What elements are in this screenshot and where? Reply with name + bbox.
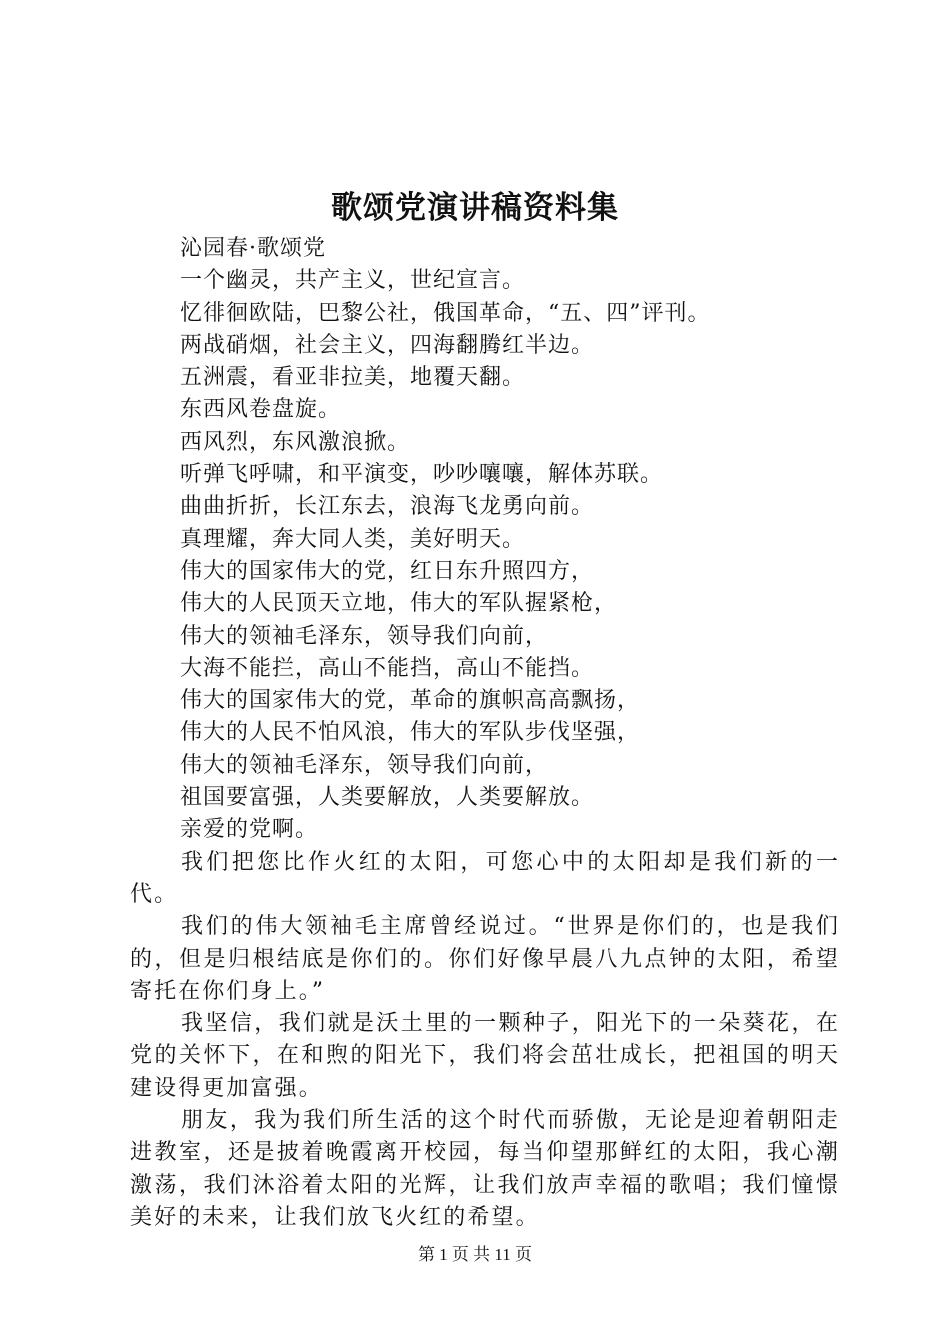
verse-line: 五洲震，看亚非拉美，地覆天翻。 (180, 365, 526, 391)
verse-line: 伟大的人民不怕风浪，伟大的军队步伐坚强， (180, 720, 641, 746)
prose-block (130, 847, 840, 1235)
paragraph: 我坚信，我们就是沃土里的一颗种子，阳光下的一朵葵花，在党的关怀下，在和煦的阳光下，我们将会茁壮成长，把祖国的明天建设得更加富强。 (130, 1011, 840, 1101)
verse-line: 沁园春·歌颂党 (180, 236, 326, 261)
verse-line: 真理耀，奔大同人类，美好明天。 (180, 526, 526, 552)
verse-line: 听弹飞呼啸，和平演变，吵吵嚷嚷，解体苏联。 (180, 462, 664, 488)
document-title: 歌颂党演讲稿资料集 (331, 190, 619, 226)
verse-line: 曲曲折折，长江东去，浪海飞龙勇向前。 (180, 494, 595, 520)
verse-line: 西风烈，东风激浪掀。 (180, 429, 411, 455)
verse-line: 一个幽灵，共产主义，世纪宣言。 (180, 268, 526, 294)
verse-line: 亲爱的党啊。 (180, 817, 319, 843)
verse-line: 伟大的国家伟大的党，红日东升照四方， (180, 558, 595, 584)
paragraph: 我们把您比作火红的太阳，可您心中的太阳却是我们新的一代。 (130, 849, 840, 907)
paragraph: 我们的伟大领袖毛主席曾经说过。“世界是你们的，也是我们的，但是归根结底是你们的。你们好像早晨八九点钟的太阳，希望寄托在你们身上。” (130, 914, 840, 1004)
document-body (130, 233, 840, 1234)
verse-line: 祖国要富强，人类要解放，人类要解放。 (180, 785, 595, 811)
verse-line: 伟大的领袖毛泽东，领导我们向前， (180, 623, 549, 649)
verse-line: 伟大的领袖毛泽东，领导我们向前， (180, 752, 549, 778)
paragraph: 朋友，我为我们所生活的这个时代而骄傲，无论是迎着朝阳走进教室，还是披着晚霞离开校园，每当仰望那鲜红的太阳，我心潮激荡，我们沐浴着太阳的光辉，让我们放声幸福的歌唱；我们憧憬美好的未来，让我们放飞火红的希望。 (130, 1108, 840, 1230)
verse-line: 东西风卷盘旋。 (180, 397, 342, 423)
verse-line: 伟大的人民顶天立地，伟大的军队握紧枪， (180, 591, 618, 617)
verse-line: 忆徘徊欧陆，巴黎公社，俄国革命，“五、四”评刊。 (180, 300, 711, 326)
verse-block (130, 233, 840, 847)
verse-line: 两战硝烟，社会主义，四海翻腾红半边。 (180, 332, 595, 358)
verse-line: 大海不能拦，高山不能挡，高山不能挡。 (180, 655, 595, 681)
verse-line: 伟大的国家伟大的党，革命的旗帜高高飘扬， (180, 688, 641, 714)
page-footer: 第 1 页 共 11 页 (417, 1245, 533, 1264)
